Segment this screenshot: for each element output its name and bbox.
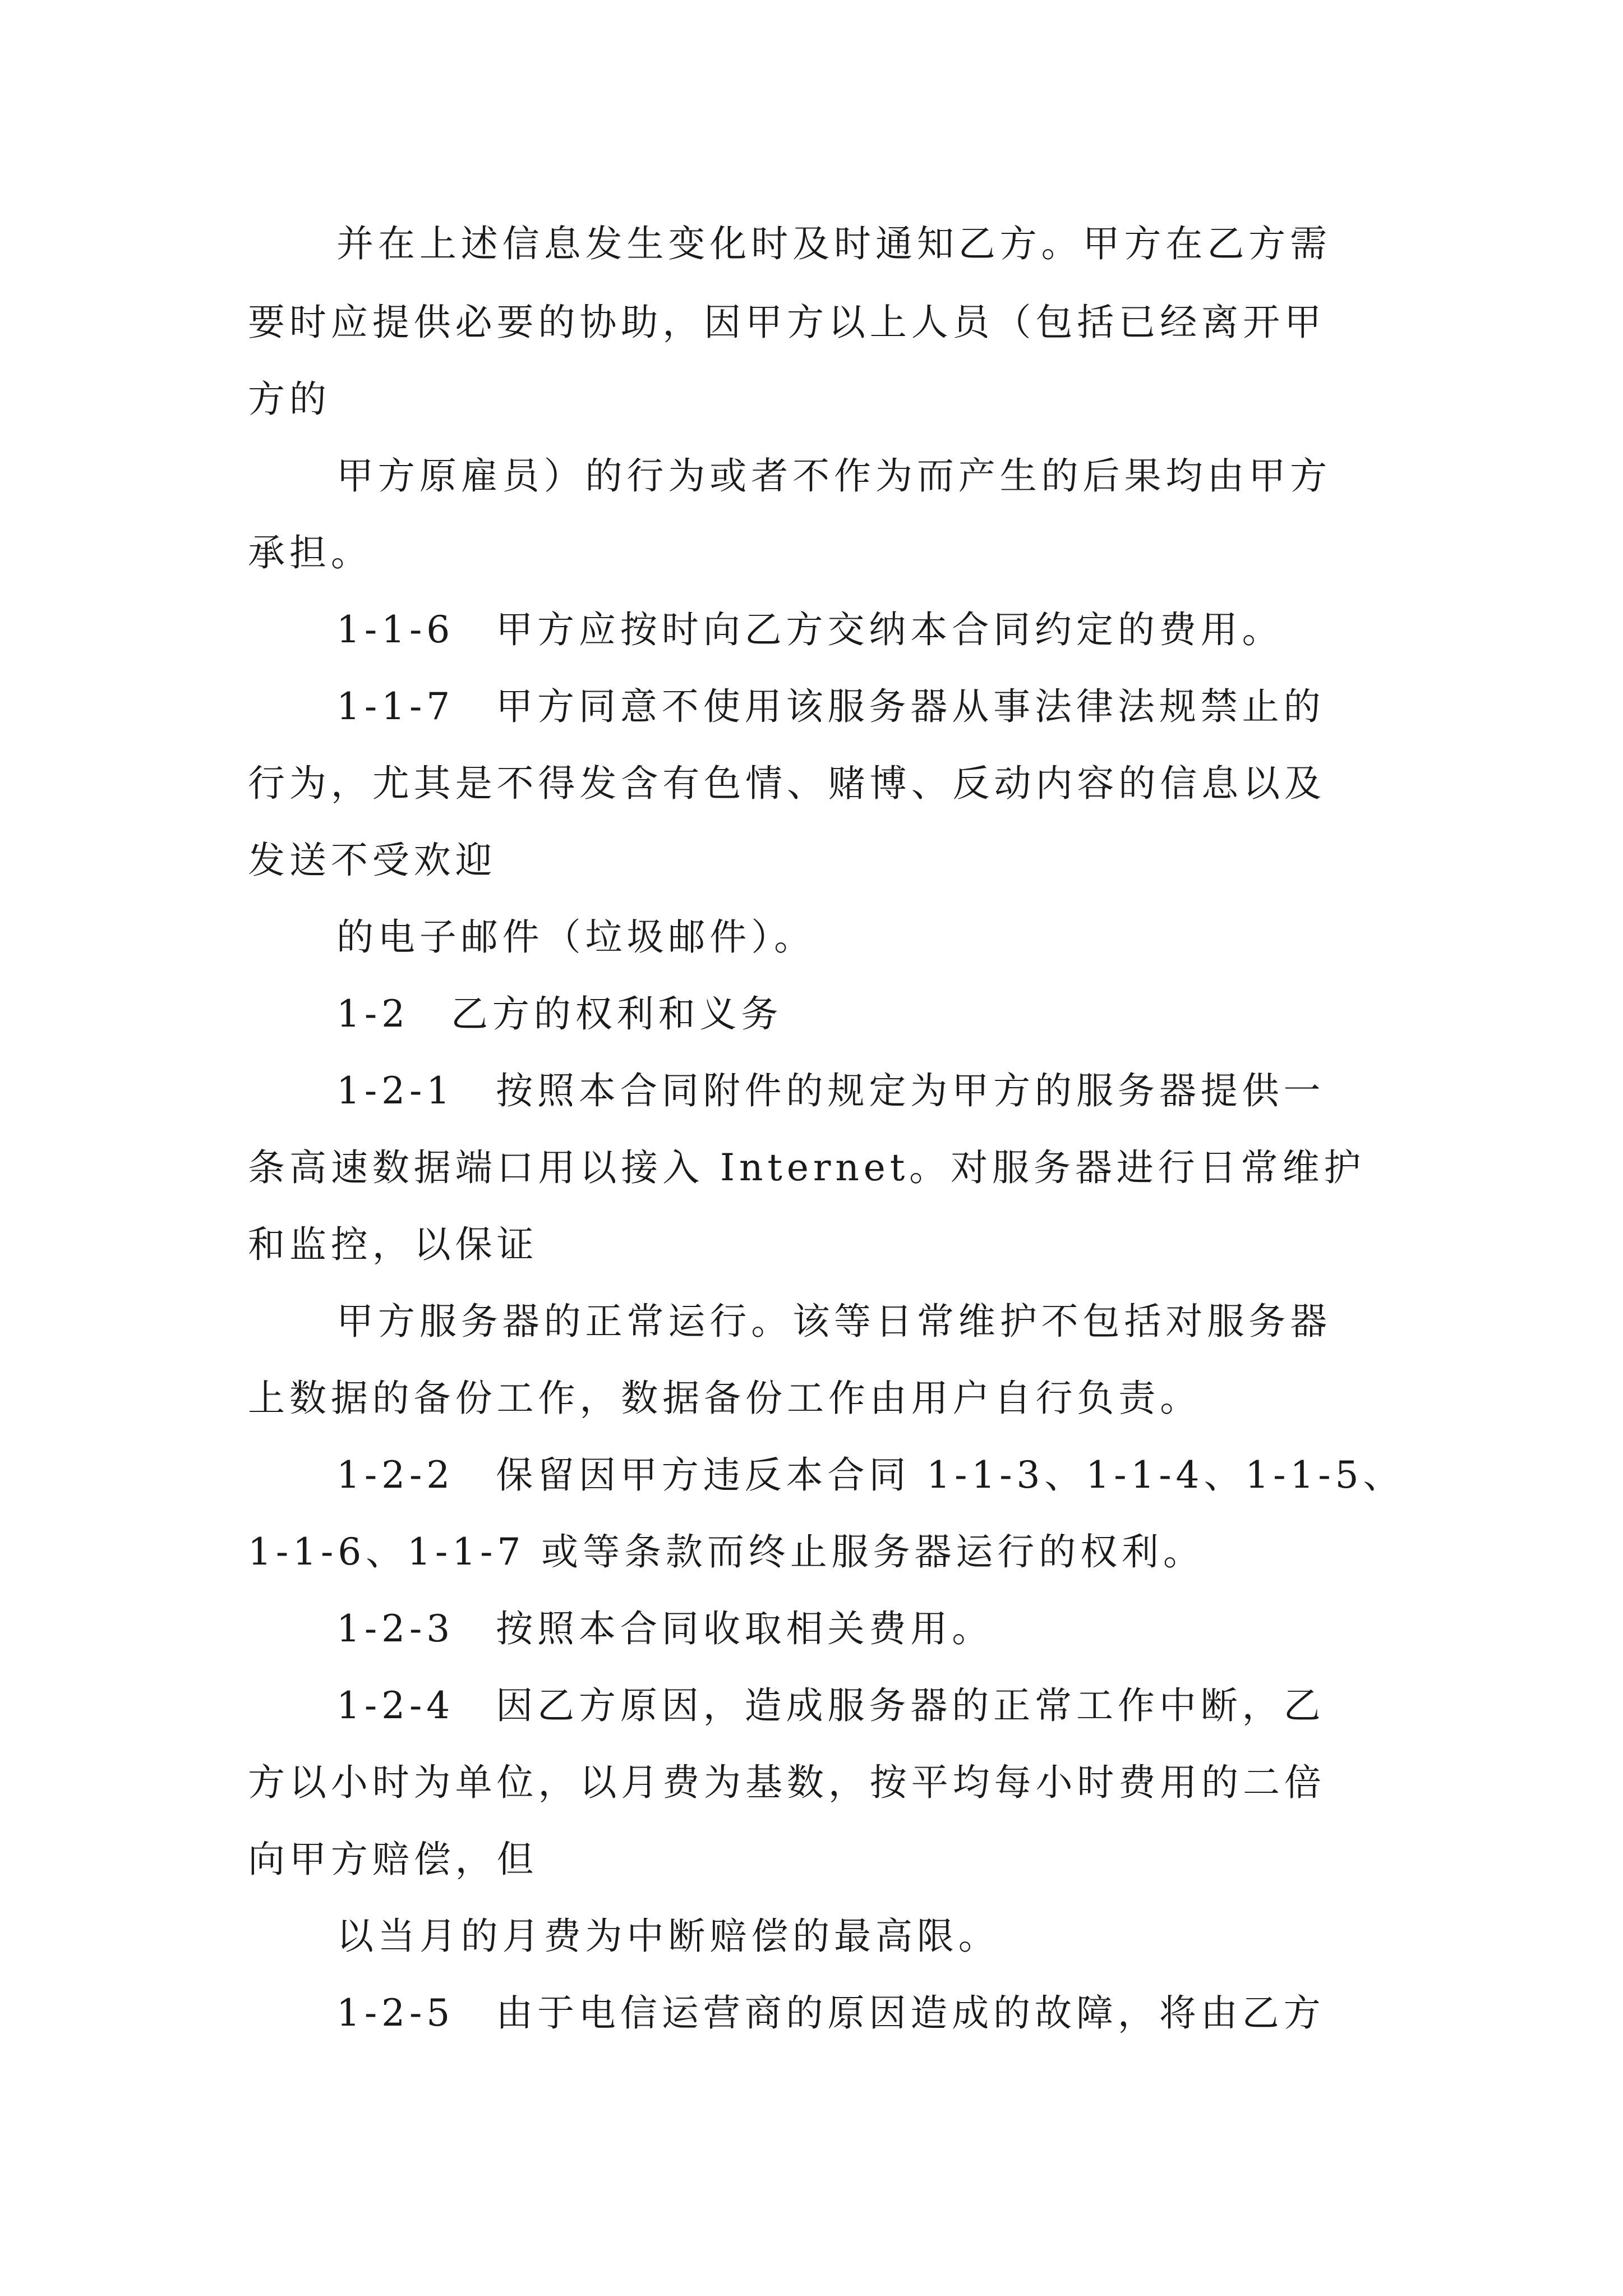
paragraph-line: 甲方原雇员）的行为或者不作为而产生的后果均由甲方 — [336, 454, 1332, 498]
paragraph-line: 向甲方赔偿，但 — [248, 1838, 538, 1881]
paragraph-line: 方的 — [248, 378, 331, 421]
paragraph-line: 的电子邮件（垃圾邮件）。 — [336, 915, 816, 959]
section-heading: 1-2 乙方的权利和义务 — [336, 992, 783, 1036]
paragraph-line: 1-2-3 按照本合同收取相关费用。 — [336, 1607, 994, 1650]
paragraph-line: 1-2-2 保留因甲方违反本合同 1-1-3、1-1-4、1-1-5、 — [336, 1453, 1405, 1497]
paragraph-line: 承担。 — [248, 531, 372, 574]
paragraph-line: 方以小时为单位，以月费为基数，按平均每小时费用的二倍 — [248, 1761, 1326, 1804]
paragraph-line: 上数据的备份工作，数据备份工作由用户自行负责。 — [248, 1377, 1202, 1420]
paragraph-line: 甲方服务器的正常运行。该等日常维护不包括对服务器 — [336, 1300, 1332, 1343]
paragraph-line: 1-2-1 按照本合同附件的规定为甲方的服务器提供一 — [336, 1069, 1325, 1112]
paragraph-line: 行为，尤其是不得发含有色情、赌博、反动内容的信息以及 — [248, 762, 1326, 805]
paragraph-line: 并在上述信息发生变化时及时通知乙方。甲方在乙方需 — [336, 222, 1332, 265]
paragraph-line: 1-2-4 因乙方原因，造成服务器的正常工作中断，乙 — [336, 1684, 1325, 1727]
paragraph-line: 1-2-5 由于电信运营商的原因造成的故障，将由乙方 — [336, 1991, 1325, 2035]
paragraph-line: 1-1-7 甲方同意不使用该服务器从事法律法规禁止的 — [336, 685, 1325, 728]
paragraph-line: 条高速数据端口用以接入 Internet。对服务器进行日常维护 — [248, 1146, 1366, 1189]
paragraph-line: 要时应提供必要的协助，因甲方以上人员（包括已经离开甲 — [248, 301, 1326, 344]
paragraph-line: 以当月的月费为中断赔偿的最高限。 — [336, 1915, 1000, 1958]
paragraph-line: 1-1-6、1-1-7 或等条款而终止服务器运行的权利。 — [248, 1530, 1205, 1573]
paragraph-line: 和监控，以保证 — [248, 1223, 538, 1266]
paragraph-line: 1-1-6 甲方应按时向乙方交纳本合同约定的费用。 — [336, 608, 1284, 651]
paragraph-line: 发送不受欢迎 — [248, 839, 497, 882]
